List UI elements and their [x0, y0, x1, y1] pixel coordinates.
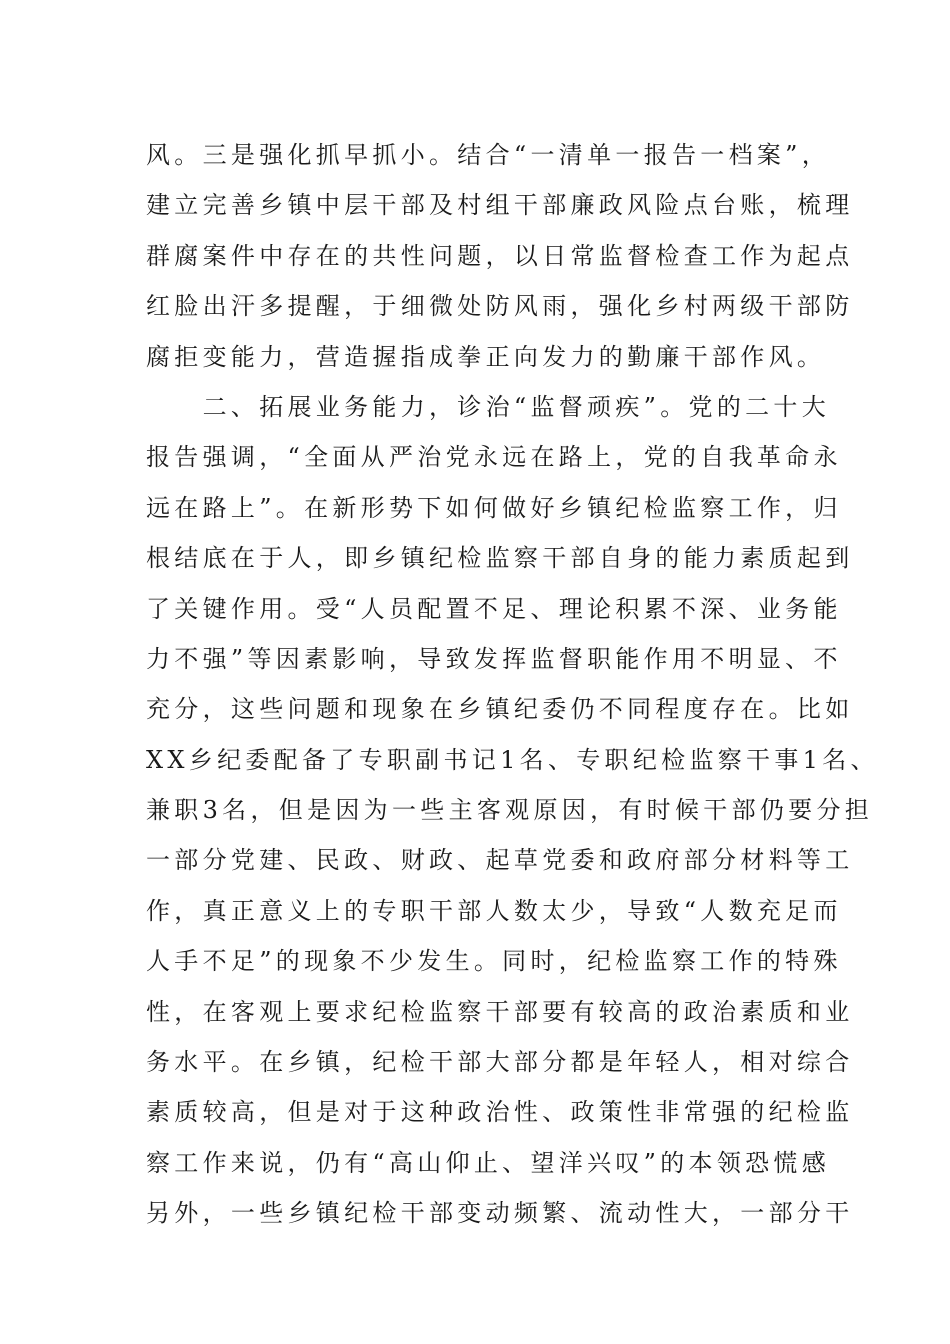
text-line: 根结底在于人，即乡镇纪检监察干部自身的能力素质起到 — [146, 544, 854, 573]
text-line: 红脸出汗多提醒，于细微处防风雨，强化乡村两级干部防 — [146, 292, 854, 321]
text-line: 兼职3名，但是因为一些主客观原因，有时候干部仍要分担 — [146, 796, 874, 825]
text-line: 性，在客观上要求纪检监察干部要有较高的政治素质和业 — [146, 997, 854, 1026]
text-line: 人手不足”的现象不少发生。同时，纪检监察工作的特殊 — [146, 947, 842, 976]
text-line: 二、拓展业务能力，诊治“监督顽疾”。党的二十大 — [146, 392, 831, 421]
text-line: XX乡纪委配备了专职副书记1名、专职纪检监察干事1名、 — [146, 745, 879, 774]
text-line: 腐拒变能力，营造握指成拳正向发力的勤廉干部作风。 — [146, 342, 826, 371]
text-line: 力不强”等因素影响，导致发挥监督职能作用不明显、不 — [146, 644, 842, 673]
text-line: 务水平。在乡镇，纪检干部大部分都是年轻人，相对综合 — [146, 1048, 854, 1077]
text-line: 报告强调，“全面从严治党永远在路上，党的自我革命永 — [146, 443, 842, 472]
text-line: 建立完善乡镇中层干部及村组干部廉政风险点台账，梳理 — [146, 191, 854, 220]
text-line: 察工作来说，仍有“高山仰止、望洋兴叹”的本领恐慌感 — [146, 1148, 831, 1177]
body-text — [146, 130, 879, 1239]
text-line: 另外，一些乡镇纪检干部变动频繁、流动性大，一部分干 — [146, 1199, 854, 1228]
text-line: 一部分党建、民政、财政、起草党委和政府部分材料等工 — [146, 846, 854, 875]
text-line: 素质较高，但是对于这种政治性、政策性非常强的纪检监 — [146, 1098, 854, 1127]
text-line: 远在路上”。在新形势下如何做好乡镇纪检监察工作，归 — [146, 493, 842, 522]
text-line: 风。三是强化抓早抓小。结合“一清单一报告一档案”， — [146, 141, 831, 169]
text-line: 充分，这些问题和现象在乡镇纪委仍不同程度存在。比如 — [146, 695, 854, 724]
text-line: 了关键作用。受“人员配置不足、理论积累不深、业务能 — [146, 594, 842, 623]
text-line: 群腐案件中存在的共性问题，以日常监督检查工作为起点 — [146, 241, 854, 270]
text-line: 作，真正意义上的专职干部人数太少，导致“人数充足而 — [146, 896, 842, 925]
